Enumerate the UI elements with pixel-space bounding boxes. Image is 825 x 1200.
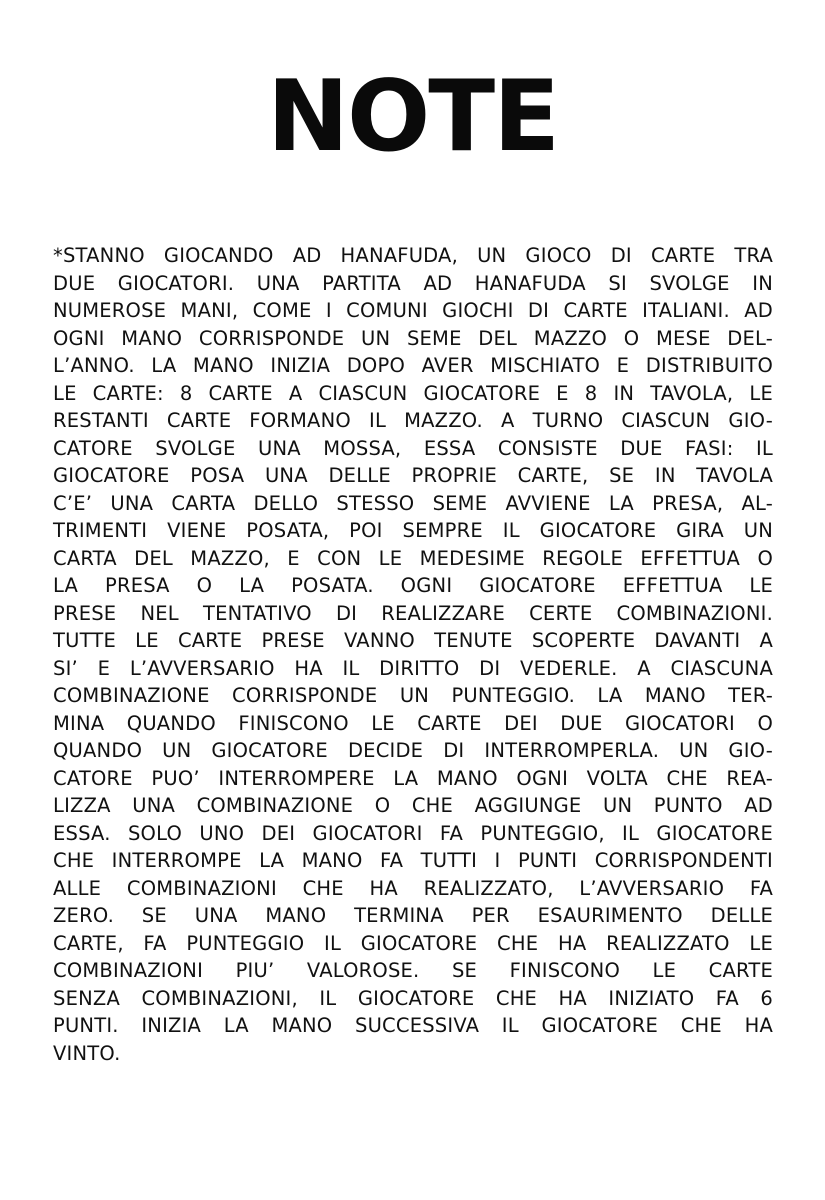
note-line: TUTTE LE CARTE PRESE VANNO TENUTE SCOPERTE DAVANTI A xyxy=(53,629,773,652)
note-line: COMBINAZIONE CORRISPONDE UN PUNTEGGIO. LA MANO TER- xyxy=(53,684,773,707)
note-text-block xyxy=(53,242,773,1067)
note-line: LIZZA UNA COMBINAZIONE O CHE AGGIUNGE UN PUNTO AD xyxy=(53,794,773,817)
note-line: RESTANTI CARTE FORMANO IL MAZZO. A TURNO CIASCUN GIO- xyxy=(53,409,773,432)
note-line: OGNI MANO CORRISPONDE UN SEME DEL MAZZO O MESE DEL- xyxy=(53,326,773,350)
note-line: CATORE SVOLGE UNA MOSSA, ESSA CONSISTE DUE FASI: IL xyxy=(53,436,773,460)
note-line: LA PRESA O LA POSATA. OGNI GIOCATORE EFFETTUA LE xyxy=(53,574,773,597)
note-line: SI’ E L’AVVERSARIO HA IL DIRITTO DI VEDERLE. A CIASCUNA xyxy=(53,656,773,680)
note-line: GIOCATORE POSA UNA DELLE PROPRIE CARTE, SE IN TAVOLA xyxy=(53,464,773,487)
note-line: QUANDO UN GIOCATORE DECIDE DI INTERROMPERLA. UN GIO- xyxy=(53,739,773,762)
note-line: NUMEROSE MANI, COME I COMUNI GIOCHI DI CARTE ITALIANI. AD xyxy=(53,299,773,322)
note-line: DUE GIOCATORI. UNA PARTITA AD HANAFUDA SI SVOLGE IN xyxy=(53,271,773,295)
note-line: L’ANNO. LA MANO INIZIA DOPO AVER MISCHIATO E DISTRIBUITO xyxy=(53,354,773,377)
note-line: VINTO. xyxy=(53,1041,121,1065)
note-line: SENZA COMBINAZIONI, IL GIOCATORE CHE HA INIZIATO FA 6 xyxy=(53,986,773,1010)
note-line: ESSA. SOLO UNO DEI GIOCATORI FA PUNTEGGIO, IL GIOCATORE xyxy=(53,821,773,845)
note-line: C’E’ UNA CARTA DELLO STESSO SEME AVVIENE LA PRESA, AL- xyxy=(53,491,773,515)
note-line: LE CARTE: 8 CARTE A CIASCUN GIOCATORE E 8 IN TAVOLA, LE xyxy=(53,381,773,405)
note-line: *STANNO GIOCANDO AD HANAFUDA, UN GIOCO DI CARTE TRA xyxy=(53,244,773,267)
note-line: CARTA DEL MAZZO, E CON LE MEDESIME REGOLE EFFETTUA O xyxy=(53,546,773,570)
note-line: PRESE NEL TENTATIVO DI REALIZZARE CERTE COMBINAZIONI. xyxy=(53,601,773,625)
note-line: COMBINAZIONI PIU’ VALOROSE. SE FINISCONO LE CARTE xyxy=(53,959,773,982)
note-line: ALLE COMBINAZIONI CHE HA REALIZZATO, L’AVVERSARIO FA xyxy=(53,876,773,900)
note-line: TRIMENTI VIENE POSATA, POI SEMPRE IL GIOCATORE GIRA UN xyxy=(53,519,773,542)
note-line: CHE INTERROMPE LA MANO FA TUTTI I PUNTI CORRISPONDENTI xyxy=(53,849,773,872)
note-line: CATORE PUO’ INTERROMPERE LA MANO OGNI VOLTA CHE REA- xyxy=(53,766,773,790)
note-line: MINA QUANDO FINISCONO LE CARTE DEI DUE GIOCATORI O xyxy=(53,711,773,735)
note-line: PUNTI. INIZIA LA MANO SUCCESSIVA IL GIOCATORE CHE HA xyxy=(53,1014,773,1037)
note-line: ZERO. SE UNA MANO TERMINA PER ESAURIMENTO DELLE xyxy=(53,904,773,927)
page-title: NOTE xyxy=(266,60,559,174)
note-line: CARTE, FA PUNTEGGIO IL GIOCATORE CHE HA REALIZZATO LE xyxy=(53,931,773,955)
